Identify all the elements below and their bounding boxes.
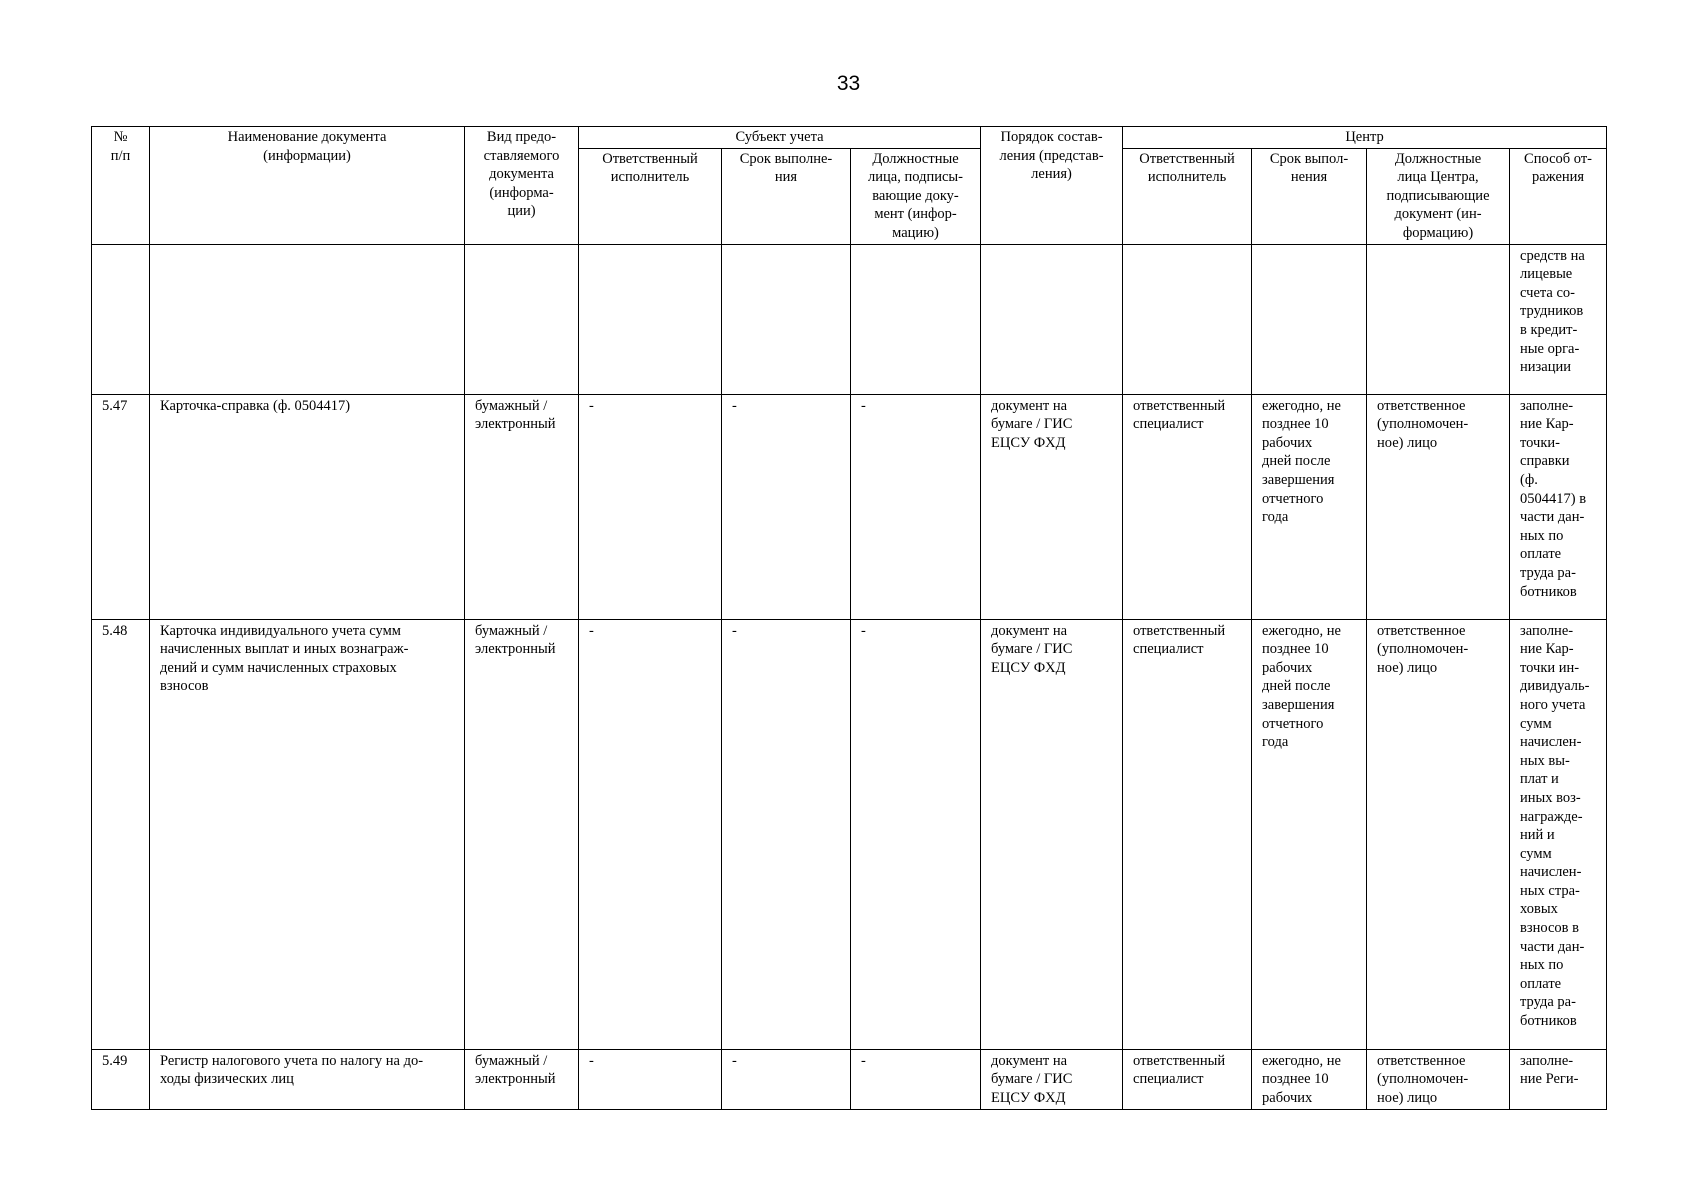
header-type: Вид предо- ставляемого документа (информа- ции) [465, 127, 579, 245]
header-center-term: Срок выпол- нения [1252, 148, 1367, 244]
row-procedure: документ на бумаге / ГИС ЕЦСУ ФХД [981, 394, 1123, 619]
header-name: Наименование документа (информации) [150, 127, 465, 245]
row-num: 5.47 [92, 394, 150, 619]
row-center-term: ежегодно, не позднее 10 рабочих [1252, 1049, 1367, 1110]
row-subject-officials [851, 244, 981, 394]
row-name [150, 244, 465, 394]
row-subject-executor: - [579, 619, 722, 1049]
row-center-officials: ответственное (уполномочен- ное) лицо [1367, 1049, 1510, 1110]
header-subject-executor: Ответственный исполнитель [579, 148, 722, 244]
row-subject-officials: - [851, 619, 981, 1049]
header-subject-group: Субъект учета [579, 127, 981, 149]
row-center-officials: ответственное (уполномочен- ное) лицо [1367, 619, 1510, 1049]
row-center-term: ежегодно, не позднее 10 рабочих дней после завершения отчетного года [1252, 394, 1367, 619]
page-number: 33 [836, 72, 861, 95]
row-num [92, 244, 150, 394]
row-subject-executor: - [579, 1049, 722, 1110]
row-subject-term [722, 244, 851, 394]
header-procedure: Порядок состав- ления (представ- ления) [981, 127, 1123, 245]
header-subject-term: Срок выполне- ния [722, 148, 851, 244]
row-procedure: документ на бумаге / ГИС ЕЦСУ ФХД [981, 1049, 1123, 1110]
row-name: Регистр налогового учета по налогу на до- ходы физических лиц [150, 1049, 465, 1110]
row-name: Карточка индивидуального учета сумм начисленных выплат и иных вознаграж- дений и сумм начисленных страховых взносов [150, 619, 465, 1049]
row-center-method: средств на лицевые счета со- трудников в кредит- ные орга- низации [1510, 244, 1607, 394]
row-subject-executor [579, 244, 722, 394]
row-center-executor: ответственный специалист [1123, 1049, 1252, 1110]
row-subject-officials: - [851, 394, 981, 619]
row-center-method: заполне- ние Кар- точки- справки (ф. 0504417) в части дан- ных по оплате труда ра- ботников [1510, 394, 1607, 619]
table-row [92, 1049, 1607, 1110]
row-type: бумажный / электронный [465, 619, 579, 1049]
row-type [465, 244, 579, 394]
row-center-method: заполне- ние Реги- [1510, 1049, 1607, 1110]
row-subject-term: - [722, 1049, 851, 1110]
header-center-officials: Должностные лица Центра, подписывающие документ (ин- формацию) [1367, 148, 1510, 244]
row-subject-executor: - [579, 394, 722, 619]
header-row-1 [92, 127, 1607, 149]
row-center-term [1252, 244, 1367, 394]
row-type: бумажный / электронный [465, 1049, 579, 1110]
row-subject-officials: - [851, 1049, 981, 1110]
row-center-executor: ответственный специалист [1123, 619, 1252, 1049]
row-procedure [981, 244, 1123, 394]
header-subject-officials: Должностные лица, подписы- вающие доку- мент (инфор- мацию) [851, 148, 981, 244]
row-center-executor: ответственный специалист [1123, 394, 1252, 619]
header-center-executor: Ответственный исполнитель [1123, 148, 1252, 244]
row-num: 5.48 [92, 619, 150, 1049]
row-subject-term: - [722, 619, 851, 1049]
row-subject-term: - [722, 394, 851, 619]
header-num: № п/п [92, 127, 150, 245]
row-type: бумажный / электронный [465, 394, 579, 619]
header-center-method: Способ от- ражения [1510, 148, 1607, 244]
row-num: 5.49 [92, 1049, 150, 1110]
table-row [92, 619, 1607, 1049]
table-row [92, 394, 1607, 619]
row-center-method: заполне- ние Кар- точки ин- дивидуаль- ного учета сумм начислен- ных вы- плат и иных воз- награжде- ний и сумм начислен- ных стра- ховых взносов в части дан- ных по оплате труда ра- ботников [1510, 619, 1607, 1049]
row-procedure: документ на бумаге / ГИС ЕЦСУ ФХД [981, 619, 1123, 1049]
documents-table [91, 126, 1607, 1110]
row-center-executor [1123, 244, 1252, 394]
table-row [92, 244, 1607, 394]
row-center-officials: ответственное (уполномочен- ное) лицо [1367, 394, 1510, 619]
row-name: Карточка-справка (ф. 0504417) [150, 394, 465, 619]
row-center-officials [1367, 244, 1510, 394]
row-center-term: ежегодно, не позднее 10 рабочих дней после завершения отчетного года [1252, 619, 1367, 1049]
header-center-group: Центр [1123, 127, 1607, 149]
